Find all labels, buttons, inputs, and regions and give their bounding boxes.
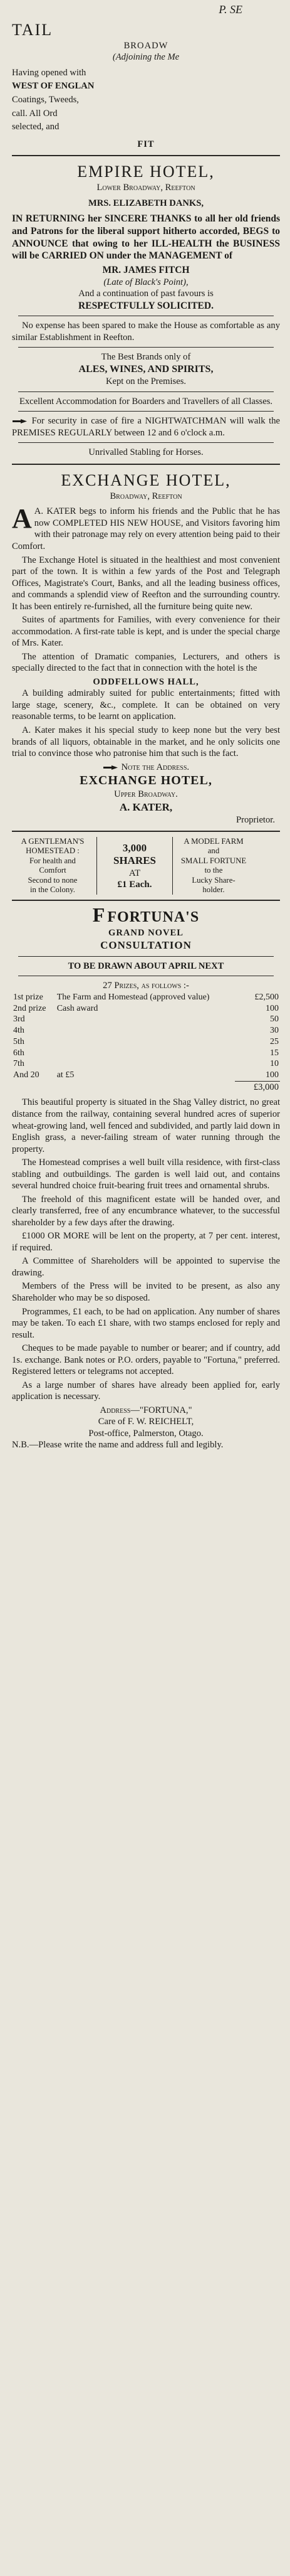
prize-place: 4th <box>13 1026 24 1036</box>
prize-amount: 100 <box>266 1070 279 1080</box>
tailor-line: call. All Ord <box>12 108 58 119</box>
fortunas-subtitle: GRAND NOVEL <box>108 927 184 938</box>
pointing-hand-icon <box>103 764 119 771</box>
prize-row <box>12 1058 280 1070</box>
empire-brands: ALES, WINES, AND SPIRITS, <box>78 363 214 375</box>
tailor-line: Having opened with <box>12 67 86 78</box>
empire-brands-kept: Kept on the Premises. <box>105 376 187 387</box>
empire-solicited: RESPECTFULLY SOLICITED. <box>78 300 214 311</box>
divider <box>18 347 274 348</box>
exchange-para: The Exchange Hotel is situated in the healthiest and most convenient part of the town. It is within a few yards of the Post and Telegraph Offices, Magistrate's Court, Banks, and all the leading business offices, and commands a splendid view of Reefton and the surrounding country. It has been entirely re-furnished, all the furniture being quite new. <box>12 555 280 612</box>
divider <box>12 900 280 901</box>
prize-amount: 100 <box>266 1003 279 1013</box>
exchange-note: Note the Address. <box>121 762 190 772</box>
fortunas-para: £1000 OR MORE will be lent on the property, at 7 per cent. interest, if required. <box>12 1231 280 1253</box>
shares-advertisement <box>12 837 280 895</box>
fortunas-para: Programmes, £1 each, to be had on application. Any number of shares may be taken. To each £1 share, with two stamps enclosed for reply and result. <box>12 1306 280 1340</box>
exchange-address: Broadway, Reefton <box>110 491 182 501</box>
fortunas-para: A Committee of Shareholders will be appointed to supervise the drawing. <box>12 1256 280 1278</box>
prize-row <box>12 1025 280 1036</box>
tailor-line: WEST OF ENGLAN <box>12 81 95 92</box>
fortunas-subtitle2: CONSULTATION <box>100 939 192 952</box>
exchange-proprietor-label: Proprietor. <box>236 814 275 825</box>
tailor-line: Coatings, Tweeds, <box>12 95 79 105</box>
fortunas-para: The freehold of this magnificent estate will be handed over, and clearly transferred, free of any encumbrance whatever, to the successful shareholder by a few days after the drawing. <box>12 1194 280 1228</box>
fortunas-address-label: Address—"FORTUNA," <box>100 1405 192 1415</box>
empire-title: EMPIRE HOTEL, <box>77 162 215 181</box>
exchange-hall: ODDFELLOWS HALL, <box>93 676 199 687</box>
exchange-address-title: EXCHANGE HOTEL, <box>80 774 212 788</box>
fortunas-para: This beautiful property is situated in the Shag Valley district, no great distance from the railway, containing several hundred acres of superior wheat-growing land, well fenced and subdivided, and partly laid down in English grass, a never-failing stream of water running through the property. <box>12 1097 280 1154</box>
shares-right: A MODEL FARM and SMALL FORTUNE to the Lucky Share- holder. <box>180 837 247 894</box>
prize-place: 3rd <box>13 1014 25 1025</box>
prize-place: 7th <box>13 1059 24 1069</box>
prize-place: 2nd prize <box>13 1003 46 1013</box>
empire-security: For security in case of fire a NIGHTWATCHMAN will walk the PREMISES REGULARLY between 12 and 6 o'clock a.m. <box>12 416 280 438</box>
prize-total: £3,000 <box>235 1081 280 1094</box>
empire-stabling: Unrivalled Stabling for Horses. <box>88 447 204 458</box>
fortunas-title: F FORTUNA'S <box>92 903 200 927</box>
divider <box>12 831 280 832</box>
tailor-line: FIT <box>137 139 155 149</box>
empire-brands-line: The Best Brands only of <box>101 352 191 363</box>
pointing-hand-icon <box>12 418 28 425</box>
prize-row <box>12 1003 280 1014</box>
exchange-hotel-advertisement <box>12 470 280 826</box>
empire-address: Lower Broadway, Reefton <box>96 183 195 193</box>
exchange-para: Suites of apartments for Families, with every convenience for their accommodation. A first-rate table is kept, and is under the special charge of Mrs. Kater. <box>12 615 280 649</box>
prize-amount: 50 <box>270 1014 279 1025</box>
prize-place: And 20 <box>13 1070 39 1080</box>
exchange-title: EXCHANGE HOTEL, <box>61 471 231 489</box>
prize-place: 5th <box>13 1036 24 1046</box>
prize-desc <box>56 1058 247 1070</box>
prize-row <box>12 1048 280 1059</box>
divider <box>18 442 274 443</box>
drop-cap: F <box>92 903 106 927</box>
fortunas-advertisement <box>12 903 280 1451</box>
prize-amount: 25 <box>270 1036 279 1046</box>
fortunas-para: Members of the Press will be invited to be present, as also any Shareholder who may be so disposed. <box>12 1281 280 1303</box>
drop-cap: A <box>12 503 32 535</box>
empire-proprietor: MRS. ELIZABETH DANKS, <box>88 198 204 208</box>
vertical-rule <box>96 837 97 895</box>
exchange-proprietor: A. KATER, <box>119 801 173 814</box>
divider <box>12 155 280 156</box>
prize-row <box>12 1036 280 1048</box>
empire-hotel-advertisement <box>12 161 280 459</box>
tailor-street: BROADW <box>123 40 168 51</box>
shares-middle: 3,000 SHARES AT £1 Each. <box>113 841 157 890</box>
tailor-line: selected, and <box>12 122 60 132</box>
divider <box>18 411 274 412</box>
empire-continuation: And a continuation of past favours is <box>78 289 214 299</box>
fortunas-para: The Homestead comprises a well built villa residence, with first-class stabling and outbuildings. The garden is well laid out, and contains several hundred choice fruit-bearing fruit trees and ornamental shrubs. <box>12 1158 280 1191</box>
prize-desc: The Farm and Homestead (approved value) <box>56 992 210 1002</box>
exchange-address-street: Upper Broadway. <box>114 789 178 800</box>
empire-para: IN RETURNING her SINCERE THANKS to all her old friends and Patrons for the liberal support hitherto accorded, BEGS to ANNOUNCE that owing to her ILL-HEALTH the BUSINESS will be CARRIED ON under the MANAGEMENT of <box>12 213 280 262</box>
fortunas-draw: TO BE DRAWN ABOUT APRIL NEXT <box>68 961 224 971</box>
divider <box>18 391 274 392</box>
prize-desc: Cash award <box>56 1003 98 1013</box>
empire-accommodation: Excellent Accommodation for Boarders and Travellers of all Classes. <box>19 396 273 407</box>
fortunas-para: Cheques to be made payable to number or bearer; and if country, add 1s. exchange. Bank notes or P.O. orders, payable to "Fortuna," preferred. Registered letters or telegrams not accepted. <box>12 1343 280 1377</box>
exchange-para: A A. KATER begs to inform his friends and the Public that he has now COMPLETED HIS NEW HOUSE, and Visitors favoring him with their patronage may rely on every attention being paid to their Comfort. <box>12 503 280 551</box>
vertical-rule <box>172 837 173 895</box>
tailor-adjoining: (Adjoining the Me <box>112 52 180 63</box>
prize-amount: 10 <box>270 1059 279 1069</box>
exchange-para: The attention of Dramatic companies, Lecturers, and others is specially directed to the fact that in connection with the hotel is the <box>12 651 280 674</box>
prize-row <box>12 1070 280 1081</box>
fortunas-address-line: Post-office, Palmerston, Otago. <box>88 1428 204 1439</box>
prize-row <box>12 992 280 1003</box>
exchange-para: A. Kater makes it his special study to keep none but the very best brands of all liquors, obtainable in the market, and he only solicits one trial to convince those who patronise him that such is the fact. <box>12 725 280 759</box>
empire-para: No expense has been spared to make the House as comfortable as any similar Establishment in Reefton. <box>12 321 280 343</box>
fortunas-para: As a large number of shares have already been applied for, early application is necessary. <box>12 1380 280 1402</box>
prize-desc <box>56 1014 247 1025</box>
prize-amount: 15 <box>270 1048 279 1058</box>
top-fragment: P. SE <box>219 3 242 16</box>
prize-table <box>12 992 280 1081</box>
tailor-advertisement <box>12 3 280 150</box>
prize-amount: £2,500 <box>254 992 279 1002</box>
prize-desc: at £5 <box>56 1070 75 1080</box>
prize-desc <box>56 1036 247 1048</box>
divider <box>18 956 274 957</box>
prize-place: 1st prize <box>13 992 43 1002</box>
exchange-para: A building admirably suited for public entertainments; fitted with large stage, scenery, &c., complete. It can be obtained on very reasonable terms, to be learnt on application. <box>12 688 280 722</box>
empire-manager: MR. JAMES FITCH <box>102 264 190 275</box>
prize-row <box>12 1014 280 1025</box>
fortunas-nb: N.B.—Please write the name and address full and legibly. <box>12 1440 224 1450</box>
empire-manager-note: (Late of Black's Point), <box>103 277 189 287</box>
prize-place: 6th <box>13 1048 24 1058</box>
prize-amount: 30 <box>270 1026 279 1036</box>
prize-desc <box>56 1025 247 1036</box>
fortunas-prizes-head: 27 Prizes, as follows :- <box>103 981 189 991</box>
prize-desc <box>56 1048 247 1059</box>
shares-left: A GENTLEMAN'S HOMESTEAD : For health and Comfort Second to none in the Colony. <box>21 837 85 894</box>
fortunas-address-line: Care of F. W. REICHELT, <box>98 1417 194 1427</box>
tailor-title: TAIL <box>12 20 53 39</box>
divider <box>12 464 280 465</box>
